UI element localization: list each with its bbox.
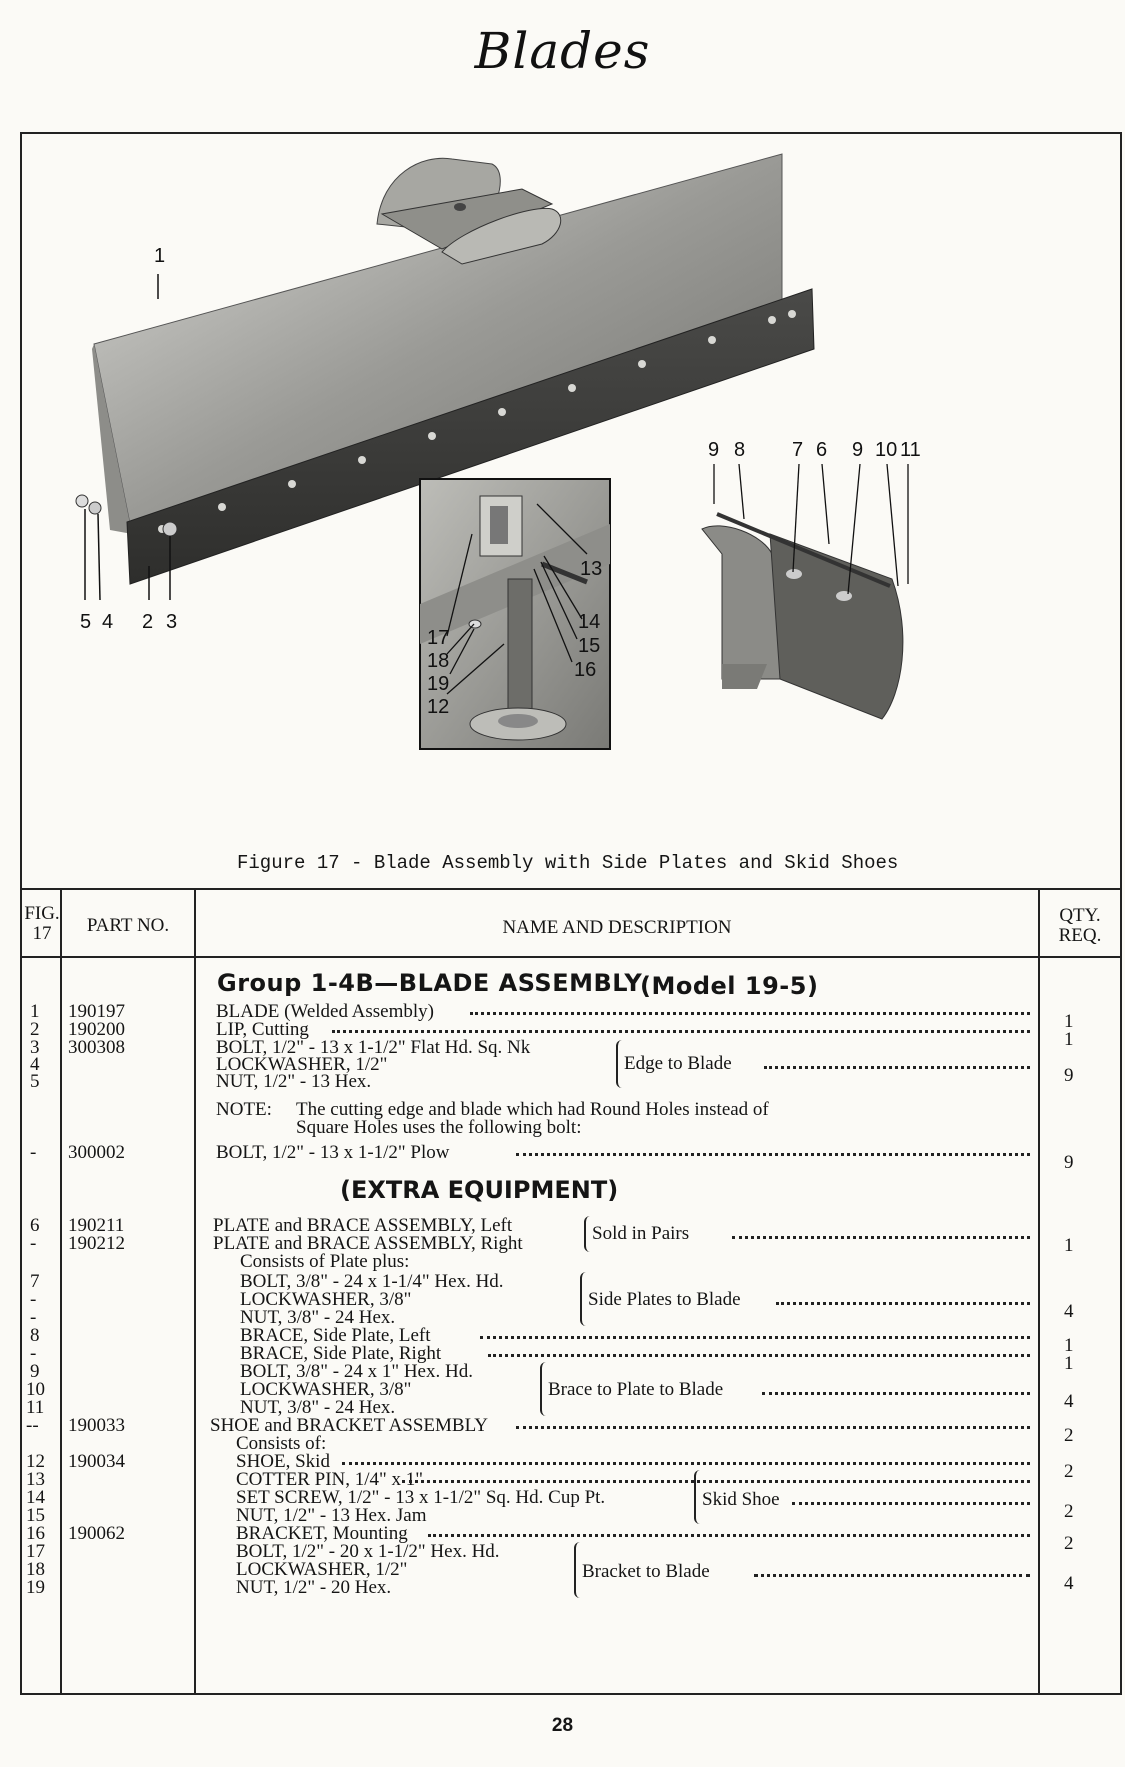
table-row-fig: 2	[30, 1019, 40, 1040]
table-row-part: 190197	[68, 1001, 125, 1022]
table-row-fig: 13	[26, 1469, 45, 1490]
table-row-description: SHOE, Skid	[236, 1451, 330, 1472]
note-line-2: Square Holes uses the following bolt:	[296, 1117, 582, 1138]
table-row-description: BRACKET, Mounting	[236, 1523, 408, 1544]
table-row-fig: 4	[30, 1054, 40, 1075]
header-qty: QTY.	[1059, 905, 1101, 926]
table-row-part: 190062	[68, 1523, 125, 1544]
table-row-qty: 4	[1064, 1391, 1074, 1412]
brace-skid-shoe	[694, 1470, 702, 1524]
table-row-fig: -	[30, 1307, 37, 1328]
dot-leader	[516, 1426, 1030, 1429]
table-row-description: NUT, 1/2" - 13 Hex.	[216, 1071, 372, 1092]
table-row-description: SHOE and BRACKET ASSEMBLY	[210, 1415, 489, 1436]
table-row-description: NUT, 1/2" - 20 Hex.	[236, 1577, 392, 1598]
table-row-description: BRACE, Side Plate, Right	[240, 1343, 442, 1364]
callout-16: 16	[574, 659, 597, 681]
table-row-description: LOCKWASHER, 3/8"	[240, 1379, 412, 1400]
callout-1: 1	[154, 245, 166, 267]
header-part-no: PART NO.	[86, 915, 170, 936]
callout-9: 9	[708, 439, 720, 461]
table-row-part: 190033	[68, 1415, 125, 1436]
table-row-description: PLATE and BRACE ASSEMBLY, Left	[213, 1215, 513, 1236]
table-row-description: BOLT, 1/2" - 20 x 1-1/2" Hex. Hd.	[236, 1541, 500, 1562]
table-row-description: PLATE and BRACE ASSEMBLY, Right	[213, 1233, 523, 1254]
figure-17	[22, 134, 1120, 884]
brace-label-pairs: Sold in Pairs	[592, 1223, 690, 1244]
extra-equipment-title: (EXTRA EQUIPMENT)	[340, 1176, 619, 1204]
table-row-part: 190034	[68, 1451, 125, 1472]
header-fig-number: 17	[32, 923, 52, 944]
table-row-fig: --	[26, 1415, 39, 1436]
table-row-description: BOLT, 3/8" - 24 x 1" Hex. Hd.	[240, 1361, 473, 1382]
parts-catalog-frame	[20, 132, 1122, 1695]
table-row-part: 190211	[68, 1215, 125, 1236]
dot-leader	[428, 1534, 1030, 1537]
dot-leader	[516, 1153, 1030, 1156]
brace-side-plates	[580, 1272, 588, 1326]
table-row-part: 300308	[68, 1037, 125, 1058]
table-row-fig: 14	[26, 1487, 45, 1508]
table-row-fig: 3	[30, 1037, 40, 1058]
header-name-description: NAME AND DESCRIPTION	[502, 917, 732, 938]
table-row-qty: 4	[1064, 1301, 1074, 1322]
dot-leader	[732, 1236, 1030, 1239]
table-row-description: BOLT, 1/2" - 13 x 1-1/2" Plow	[216, 1142, 450, 1163]
table-row-qty: 2	[1064, 1533, 1074, 1554]
dot-leader	[470, 1012, 1030, 1015]
table-row-qty: 2	[1064, 1501, 1074, 1522]
brace-label-bracket: Bracket to Blade	[582, 1561, 710, 1582]
dot-leader	[754, 1574, 1030, 1577]
callout-5: 5	[80, 611, 92, 633]
callout-14: 14	[578, 611, 601, 633]
callout-4: 4	[102, 611, 114, 633]
table-header-rule	[22, 956, 1120, 958]
table-row-fig: 10	[26, 1379, 45, 1400]
table-row-fig: 17	[26, 1541, 45, 1562]
brace-label-side: Side Plates to Blade	[588, 1289, 741, 1310]
callout-11: 11	[900, 439, 921, 461]
header-fig-label: FIG.	[24, 903, 60, 924]
dot-leader	[764, 1066, 1030, 1069]
callout-12: 12	[427, 696, 450, 718]
dot-leader	[332, 1030, 1030, 1033]
table-row-description: LOCKWASHER, 3/8"	[240, 1289, 412, 1310]
brace-label-skid: Skid Shoe	[702, 1489, 780, 1510]
table-row-fig: 19	[26, 1577, 45, 1598]
figure-caption: Figure 17 - Blade Assembly with Side Plates and Skid Shoes	[237, 852, 899, 874]
table-row-qty: 2	[1064, 1425, 1074, 1446]
table-row-fig: 11	[26, 1397, 45, 1418]
brace-bracket-to-blade	[574, 1542, 582, 1598]
table-row-description: Consists of Plate plus:	[240, 1251, 410, 1272]
table-row-part: 190212	[68, 1233, 125, 1254]
table-row-description: BOLT, 3/8" - 24 x 1-1/4" Hex. Hd.	[240, 1271, 504, 1292]
table-row-qty: 4	[1064, 1573, 1074, 1594]
table-row-qty: 1	[1064, 1029, 1074, 1050]
table-row-fig: 15	[26, 1505, 45, 1526]
page-number: 28	[551, 1715, 574, 1736]
table-row-qty: 9	[1064, 1152, 1074, 1173]
table-row-description: NUT, 3/8" - 24 Hex.	[240, 1307, 396, 1328]
table-row-qty: 1	[1064, 1011, 1074, 1032]
table-row-fig: 12	[26, 1451, 45, 1472]
table-row-qty: 2	[1064, 1461, 1074, 1482]
table-row-qty: 9	[1064, 1065, 1074, 1086]
table-row-fig: -	[30, 1343, 37, 1364]
table-row-qty: 1	[1064, 1335, 1074, 1356]
dot-leader	[488, 1354, 1030, 1357]
table-row-fig: 5	[30, 1071, 40, 1092]
table-row-fig: 7	[30, 1271, 40, 1292]
dot-leader	[402, 1480, 1030, 1483]
column-divider-fig	[60, 890, 62, 1693]
callout-13: 13	[580, 558, 603, 580]
table-row-fig: -	[30, 1142, 37, 1163]
callout-19: 19	[427, 673, 450, 695]
callout-17: 17	[427, 627, 450, 649]
note-label: NOTE:	[216, 1099, 272, 1120]
dot-leader	[762, 1392, 1030, 1395]
header-req: REQ.	[1058, 925, 1102, 946]
column-divider-qty	[1038, 890, 1040, 1693]
dot-leader	[480, 1336, 1030, 1339]
table-row-description: BRACE, Side Plate, Left	[240, 1325, 431, 1346]
table-row-description: BOLT, 1/2" - 13 x 1-1/2" Flat Hd. Sq. Nk	[216, 1037, 531, 1058]
brace-label-brace: Brace to Plate to Blade	[548, 1379, 724, 1400]
callout-2: 2	[142, 611, 154, 633]
table-row-fig: -	[30, 1289, 37, 1310]
table-row-description: LIP, Cutting	[216, 1019, 309, 1040]
table-row-fig: 6	[30, 1215, 40, 1236]
column-divider-part	[194, 890, 196, 1693]
dot-leader	[342, 1462, 1030, 1465]
callout-10: 10	[875, 439, 898, 461]
table-row-qty: 1	[1064, 1235, 1074, 1256]
callout-6: 6	[816, 439, 828, 461]
table-row-fig: 16	[26, 1523, 45, 1544]
page-title: Blades	[474, 22, 651, 80]
table-row-qty: 1	[1064, 1353, 1074, 1374]
table-top-rule	[22, 888, 1120, 890]
table-row-fig: 9	[30, 1361, 40, 1382]
callout-7: 7	[792, 439, 804, 461]
table-row-description: NUT, 1/2" - 13 Hex. Jam	[236, 1505, 427, 1526]
note-line-1: The cutting edge and blade which had Round Holes instead of	[296, 1099, 769, 1120]
table-row-fig: -	[30, 1233, 37, 1254]
group-title: Group 1-4B—BLADE ASSEMBLY	[217, 969, 643, 997]
table-row-description: Consists of:	[236, 1433, 327, 1454]
table-row-part: 190200	[68, 1019, 125, 1040]
brace-edge-to-blade	[616, 1040, 624, 1088]
brace-brace-to-plate	[540, 1362, 548, 1416]
brace-sold-in-pairs	[584, 1216, 592, 1252]
table-row-description: NUT, 3/8" - 24 Hex.	[240, 1397, 396, 1418]
callout-18: 18	[427, 650, 450, 672]
table-row-description: BLADE (Welded Assembly)	[216, 1001, 434, 1022]
side-plate-drawing	[702, 514, 903, 719]
table-row-description: COTTER PIN, 1/4" x 1"	[236, 1469, 424, 1490]
blade-assembly-illustration	[22, 134, 1120, 884]
table-row-fig: 18	[26, 1559, 45, 1580]
table-row-description: SET SCREW, 1/2" - 13 x 1-1/2" Sq. Hd. Cup Pt.	[236, 1487, 606, 1508]
callout-9-right: 9	[852, 439, 864, 461]
dot-leader	[792, 1502, 1030, 1505]
dot-leader	[776, 1302, 1030, 1305]
table-row-part: 300002	[68, 1142, 125, 1163]
table-row-fig: 1	[30, 1001, 40, 1022]
table-row-description: LOCKWASHER, 1/2"	[236, 1559, 408, 1580]
callout-15: 15	[578, 635, 601, 657]
table-row-fig: 8	[30, 1325, 40, 1346]
callout-8: 8	[734, 439, 746, 461]
callout-3: 3	[166, 611, 178, 633]
table-row-description: LOCKWASHER, 1/2"	[216, 1054, 388, 1075]
brace-label-edge: Edge to Blade	[624, 1053, 732, 1074]
group-model: (Model 19-5)	[640, 972, 819, 1000]
